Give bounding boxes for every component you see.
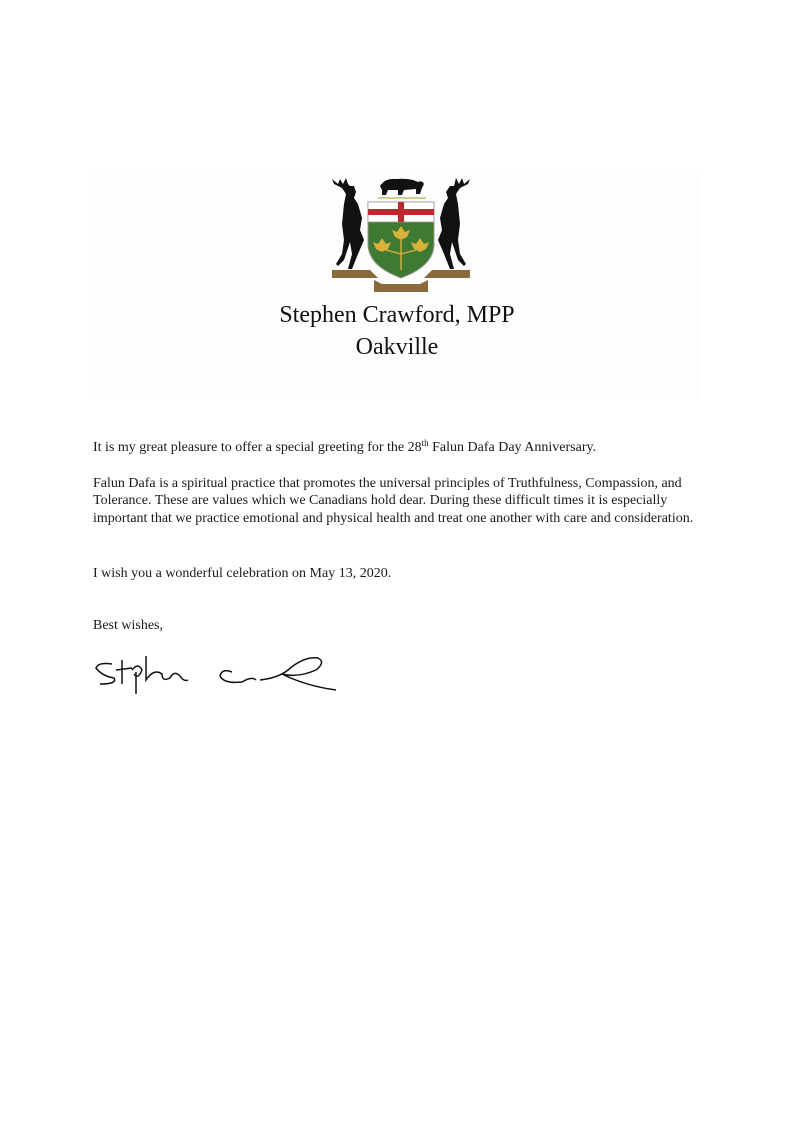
greeting-text: It is my great pleasure to offer a special greeting for the 28 [93, 440, 422, 455]
deer-icon [438, 178, 470, 269]
bear-icon [378, 179, 426, 199]
ontario-coat-of-arms-icon [330, 174, 472, 298]
celebration-paragraph: I wish you a wonderful celebration on May 13, 2020. [93, 566, 392, 581]
greeting-paragraph [93, 439, 703, 456]
mpp-name: Stephen Crawford, MPP [279, 302, 515, 328]
shield-icon [368, 202, 434, 278]
values-paragraph: Falun Dafa is a spiritual practice that promotes the universal principles of Truthfulness, Compassion, and Tolerance. These are values which we Canadians hold dear. During these difficult times it is especially important that we practice emotional and physical health and treat one another with care and consideration. [93, 476, 694, 526]
ordinal-suffix: th [421, 438, 429, 448]
closing-salutation: Best wishes, [93, 618, 163, 633]
moose-icon [332, 178, 364, 269]
greeting-text-end: Falun Dafa Day Anniversary. [428, 440, 597, 455]
signature-icon [92, 650, 342, 700]
riding-name: Oakville [355, 334, 439, 360]
